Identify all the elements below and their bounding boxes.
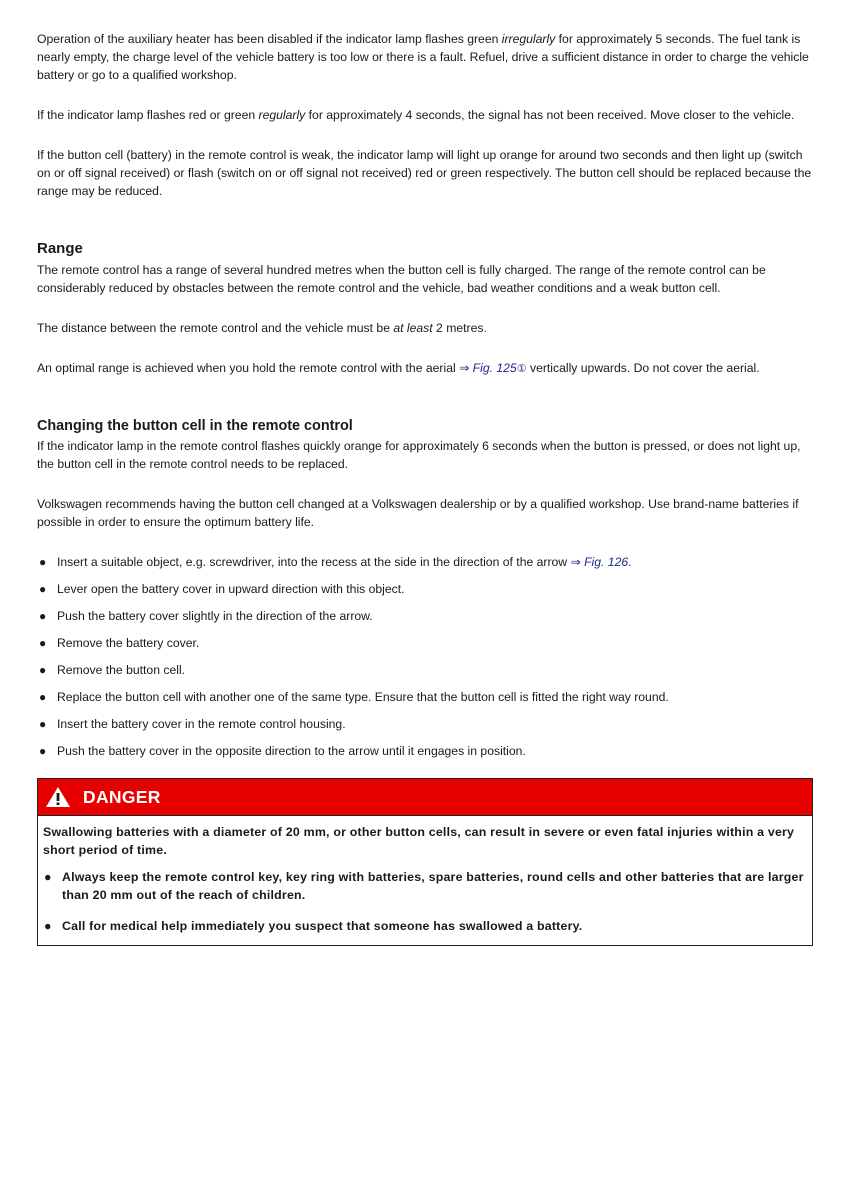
range-paragraph-2 (37, 319, 813, 337)
range-paragraph-3 (37, 359, 813, 378)
list-item (37, 715, 813, 733)
text: Push the battery cover slightly in the direction of the arrow. (57, 609, 373, 623)
emphasis: regularly (258, 108, 306, 122)
text: for approximately 4 seconds, the signal has not been received. Move closer to the vehicle. (305, 108, 795, 122)
bullet-icon: ● (39, 717, 47, 731)
text: Always keep the remote control key, key ring with batteries, spare batteries, round cells and other batteries that are larger than 20 mm out of the reach of children. (62, 870, 804, 902)
button-cell-heading: Changing the button cell in the remote control (37, 418, 353, 434)
bullet-icon: ● (39, 609, 47, 623)
bullet-icon: ● (39, 636, 47, 650)
text: Remove the battery cover. (57, 636, 200, 650)
text: Lever open the battery cover in upward direction with this object. (57, 582, 405, 596)
text: for approximately 5 seconds. The fuel tank is nearly empty, the charge level of the vehicle battery is too low or there is a fault. Refuel, drive a sufficient distance in order to charge the vehicle battery or go to a qualified workshop. (37, 32, 809, 82)
circled-number: ① (516, 363, 527, 375)
intro-paragraph-2 (37, 106, 813, 124)
text: vertically upwards. Do not cover the aerial. (526, 361, 760, 375)
text: Insert the battery cover in the remote control housing. (57, 717, 346, 731)
list-item (37, 688, 813, 706)
link-text: ⇒ Fig. 125 (459, 361, 517, 375)
cell-paragraph-2: Volkswagen recommends having the button cell changed at a Volkswagen dealership or by a qualified workshop. Use brand-name batteries if possible in order to ensure the optimum battery life. (37, 497, 799, 529)
figure-125-link[interactable] (459, 361, 527, 375)
text: The distance between the remote control and the vehicle must be (37, 321, 394, 335)
bullet-icon: ● (39, 690, 47, 704)
text: Push the battery cover in the opposite direction to the arrow until it engages in position. (57, 744, 526, 758)
danger-box (37, 778, 813, 946)
text: . (628, 555, 632, 569)
text: Remove the button cell. (57, 663, 186, 677)
emphasis: at least (393, 321, 433, 335)
text: Replace the button cell with another one of the same type. Ensure that the button cell is fitted the right way round. (57, 690, 669, 704)
cell-paragraph-1: If the indicator lamp in the remote control flashes quickly orange for approximately 6 seconds when the button is pressed, or does not light up, the button cell in the remote control needs to be replaced. (37, 439, 801, 471)
figure-126-link[interactable]: ⇒ Fig. 126 (570, 555, 629, 569)
bullet-icon: ● (44, 919, 52, 933)
bullet-icon: ● (39, 582, 47, 596)
list-item (43, 917, 806, 935)
bullet-icon: ● (39, 555, 47, 569)
bullet-icon: ● (39, 663, 47, 677)
list-item (37, 607, 813, 625)
list-item (43, 868, 806, 904)
page-content (37, 30, 813, 946)
emphasis: irregularly (501, 32, 556, 46)
intro-paragraph-1 (37, 30, 813, 84)
intro-paragraph-3: If the button cell (battery) in the remote control is weak, the indicator lamp will light up orange for around two seconds and then light up (switch on or off signal received) or flash (switch on or off signal not received) red or green respectively. The button cell should be replaced because the range may be reduced. (37, 148, 812, 198)
range-heading: Range (37, 240, 83, 257)
text: Call for medical help immediately you suspect that someone has swallowed a battery. (62, 919, 583, 933)
danger-body (38, 816, 812, 945)
text: Operation of the auxiliary heater has been disabled if the indicator lamp flashes green (37, 32, 502, 46)
bullet-icon: ● (39, 744, 47, 758)
list-item (37, 634, 813, 652)
replacement-steps-list (37, 553, 813, 760)
list-item (37, 553, 813, 571)
warning-triangle-icon (45, 786, 71, 808)
danger-header (38, 779, 812, 816)
text: An optimal range is achieved when you hold the remote control with the aerial (37, 361, 460, 375)
text: If the indicator lamp flashes red or green (37, 108, 259, 122)
danger-list (43, 868, 806, 935)
list-item (37, 661, 813, 679)
range-paragraph-1: The remote control has a range of several hundred metres when the button cell is fully charged. The range of the remote control can be considerably reduced by obstacles between the remote control and the vehicle, bad weather conditions and a weak button cell. (37, 263, 766, 295)
bullet-icon: ● (44, 870, 52, 884)
list-item (37, 742, 813, 760)
danger-title: DANGER (83, 786, 161, 807)
text: Insert a suitable object, e.g. screwdriver, into the recess at the side in the direction of the arrow (57, 555, 571, 569)
list-item (37, 580, 813, 598)
text: 2 metres. (432, 321, 487, 335)
danger-intro: Swallowing batteries with a diameter of 20 mm, or other button cells, can result in severe or even fatal injuries within a very short period of time. (43, 825, 795, 857)
